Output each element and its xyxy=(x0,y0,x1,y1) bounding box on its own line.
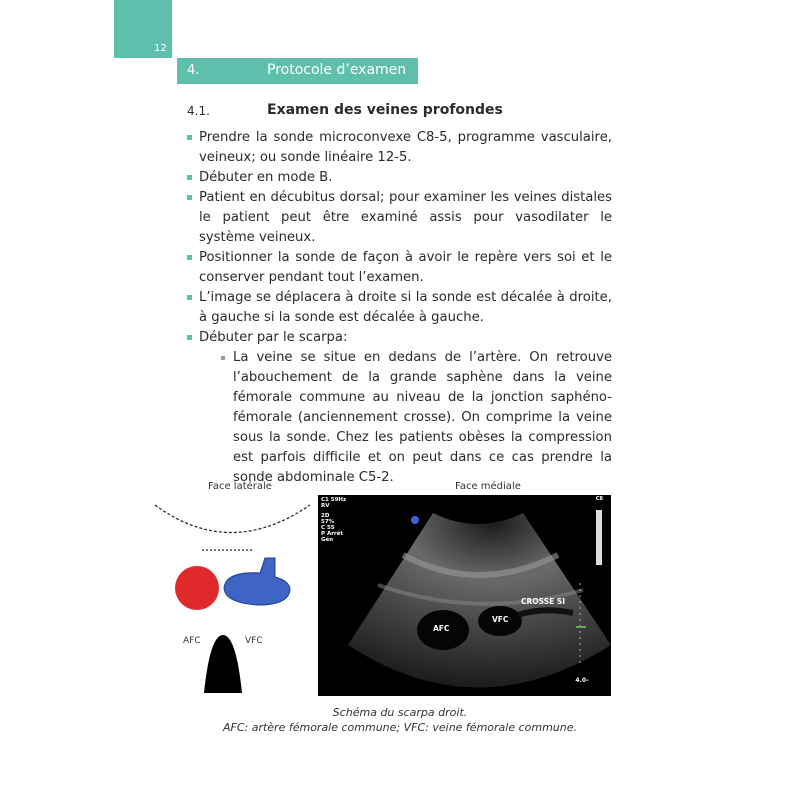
diagram-afc-label: AFC xyxy=(183,636,201,646)
ultrasound-image xyxy=(318,495,611,696)
sub-bullet-list xyxy=(199,348,612,488)
diagram-vfc-label: VFC xyxy=(245,636,263,646)
list-item: Positionner la sonde de façon à avoir le repère vers soi et le conserver pendant tout l’examen. xyxy=(187,248,612,288)
figure-left-title: Face latérale xyxy=(208,481,272,492)
page-number: 12 xyxy=(154,43,167,54)
sub-bullet-square-icon xyxy=(221,356,225,360)
bullet-square-icon xyxy=(187,135,192,140)
section-number: 4. xyxy=(187,63,200,78)
scan-sector xyxy=(348,513,611,688)
ultrasound-vfc-label: VFC xyxy=(492,615,509,624)
list-item: L’image se déplacera à droite si la sonde est décalée à droite, à gauche si la sonde est décalée à gauche. xyxy=(187,288,612,328)
list-item: Débuter en mode B. xyxy=(187,168,612,188)
list-item: Débuter par le scarpa: La veine se situe en dedans de l’artère. On retrouve l’abouchement de la grande saphène dans la veine fémorale commune au niveau de la jonction saphéno-fémorale (anciennement crosse). On comprime la veine sous la sonde. Chez les patients obèses la compression est parfois difficile et on peut dans ce cas prendre la sonde abdominale C5-2. xyxy=(187,328,612,488)
scarpa-schema-diagram xyxy=(150,495,315,700)
bullet-square-icon xyxy=(187,295,192,300)
figure-right-title: Face médiale xyxy=(455,481,521,492)
probe-marker-icon xyxy=(411,516,419,524)
caption-line-2: AFC: artère fémorale commune; VFC: veine fémorale commune. xyxy=(222,721,578,734)
bullet-square-icon xyxy=(187,335,192,340)
list-item: Prendre la sonde microconvexe C8-5, programme vasculaire, veineux; ou sonde linéaire 12-5. xyxy=(187,128,612,168)
ultrasound-afc-label: AFC xyxy=(433,624,450,633)
ultrasound-scan xyxy=(318,495,611,696)
figure-caption xyxy=(170,705,630,735)
scan-settings: C1 59Hz RV 2D 57% C 55 P Arrêt Gén xyxy=(321,497,347,543)
list-item: Patient en décubitus dorsal; pour examiner les veines distales le patient peut être examiné assis pour vasodilater le système veineux. xyxy=(187,188,612,248)
section-title: Protocole d’examen xyxy=(267,62,407,78)
depth-value: 4.0– xyxy=(575,677,589,684)
artery-circle xyxy=(175,566,219,610)
bullet-square-icon xyxy=(187,175,192,180)
subsection-number: 4.1. xyxy=(187,104,210,118)
subsection-title: Examen des veines profondes xyxy=(267,102,503,118)
sub-list-item: La veine se situe en dedans de l’artère. On retrouve l’abouchement de la grande saphène dans la veine fémorale commune au niveau de la jonction saphéno-fémorale (anciennement crosse). On comprime la veine sous la sonde. Chez les patients obèses la compression est parfois difficile et on peut dans ce cas prendre la sonde abdominale C5-2. xyxy=(221,348,612,488)
bullet-square-icon xyxy=(187,195,192,200)
ultrasound-crosse-label: CROSSE SI xyxy=(521,597,566,606)
probe-shape xyxy=(204,635,242,693)
bullet-square-icon xyxy=(187,255,192,260)
caption-line-1: Schéma du scarpa droit. xyxy=(332,706,468,719)
vein-ellipse xyxy=(224,558,290,605)
skin-line xyxy=(155,505,310,533)
bullet-list xyxy=(187,128,612,488)
grayscale-bar xyxy=(596,510,602,565)
probe-label: C8 xyxy=(595,496,603,502)
section-header xyxy=(177,58,418,84)
page-number-tab xyxy=(114,0,172,58)
